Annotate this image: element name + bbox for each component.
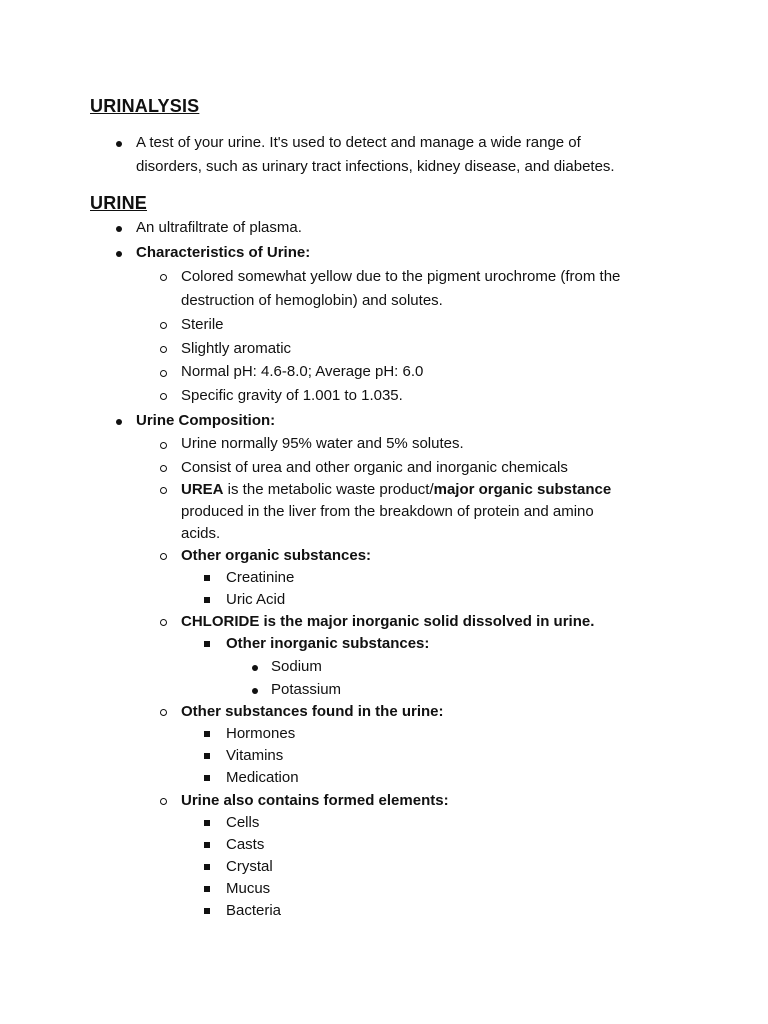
section-heading-urine: URINE <box>90 193 148 213</box>
list-item: Creatinine <box>226 569 295 586</box>
inorganic-label: Other inorganic substances: <box>226 635 430 652</box>
circle-bullet-icon <box>160 553 167 560</box>
list-item: Potassium <box>271 681 342 698</box>
circle-bullet-icon <box>160 274 167 281</box>
urea-line-1 <box>181 480 611 500</box>
square-bullet-icon <box>204 908 210 914</box>
list-item: Vitamins <box>226 747 284 764</box>
composition-label: Urine Composition: <box>136 412 276 429</box>
square-bullet-icon <box>204 641 210 647</box>
bullet-icon <box>252 665 258 671</box>
circle-bullet-icon <box>160 798 167 805</box>
list-item: Cells <box>226 814 260 831</box>
organic-label: Other organic substances: <box>181 547 372 564</box>
circle-bullet-icon <box>160 346 167 353</box>
list-item: Casts <box>226 836 265 853</box>
square-bullet-icon <box>204 753 210 759</box>
list-item: Bacteria <box>226 902 282 919</box>
square-bullet-icon <box>204 575 210 581</box>
bullet-icon <box>116 141 122 147</box>
list-item: Mucus <box>226 880 271 897</box>
urea-line-2: produced in the liver from the breakdown of protein and amino <box>181 503 594 520</box>
characteristics-label: Characteristics of Urine: <box>136 244 311 261</box>
circle-bullet-icon <box>160 322 167 329</box>
urea-term: UREA <box>181 481 224 498</box>
major-organic-term: major organic substance <box>433 481 612 498</box>
page-title: URINALYSIS <box>90 96 200 116</box>
square-bullet-icon <box>204 864 210 870</box>
square-bullet-icon <box>204 842 210 848</box>
list-item: Medication <box>226 769 299 786</box>
aromatic-text: Slightly aromatic <box>181 340 292 357</box>
square-bullet-icon <box>204 597 210 603</box>
consist-text: Consist of urea and other organic and inorganic chemicals <box>181 459 568 476</box>
urea-mid-text: is the metabolic waste product/ <box>223 481 434 498</box>
circle-bullet-icon <box>160 487 167 494</box>
square-bullet-icon <box>204 775 210 781</box>
ph-text: Normal pH: 4.6-8.0; Average pH: 6.0 <box>181 363 424 380</box>
bullet-icon <box>116 251 122 257</box>
formed-elements-label: Urine also contains formed elements: <box>181 792 449 809</box>
list-item: Sodium <box>271 658 322 675</box>
other-substances-label: Other substances found in the urine: <box>181 703 444 720</box>
circle-bullet-icon <box>160 709 167 716</box>
circle-bullet-icon <box>160 442 167 449</box>
water-text: Urine normally 95% water and 5% solutes. <box>181 435 464 452</box>
color-line-1: Colored somewhat yellow due to the pigment urochrome (from the <box>181 268 621 285</box>
chloride-text: CHLORIDE is the major inorganic solid dissolved in urine. <box>181 613 595 630</box>
square-bullet-icon <box>204 886 210 892</box>
bullet-icon <box>116 226 122 232</box>
urea-line-3: acids. <box>181 525 221 542</box>
gravity-text: Specific gravity of 1.001 to 1.035. <box>181 387 403 404</box>
intro-line-2: disorders, such as urinary tract infections, kidney disease, and diabetes. <box>136 158 615 175</box>
color-line-2: destruction of hemoglobin) and solutes. <box>181 292 443 309</box>
circle-bullet-icon <box>160 370 167 377</box>
bullet-icon <box>116 419 122 425</box>
definition-text: An ultrafiltrate of plasma. <box>136 219 302 236</box>
list-item: Uric Acid <box>226 591 286 608</box>
square-bullet-icon <box>204 820 210 826</box>
intro-line-1: A test of your urine. It's used to detect and manage a wide range of <box>136 134 581 151</box>
sterile-text: Sterile <box>181 316 224 333</box>
circle-bullet-icon <box>160 393 167 400</box>
list-item: Hormones <box>226 725 296 742</box>
list-item: Crystal <box>226 858 273 875</box>
bullet-icon <box>252 688 258 694</box>
square-bullet-icon <box>204 731 210 737</box>
circle-bullet-icon <box>160 465 167 472</box>
circle-bullet-icon <box>160 619 167 626</box>
